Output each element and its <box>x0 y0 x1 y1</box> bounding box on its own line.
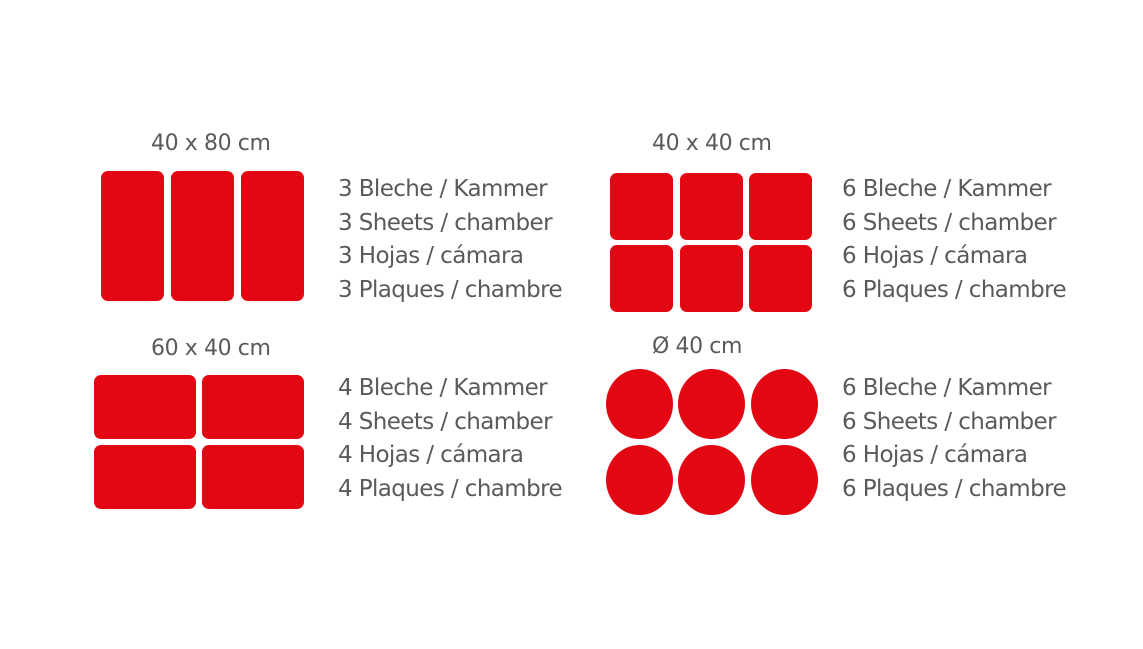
panel-title: 40 x 80 cm <box>151 131 271 156</box>
sheet-shape <box>680 245 743 312</box>
capacity-line-de: 6 Bleche / Kammer <box>842 176 1051 202</box>
round-sheet-shape <box>678 445 745 515</box>
capacity-line-en: 4 Sheets / chamber <box>338 408 552 435</box>
sheet-shape <box>94 375 196 439</box>
panel-title: 60 x 40 cm <box>151 336 271 361</box>
capacity-line-en: 3 Sheets / chamber <box>338 209 552 236</box>
sheet-shape <box>610 173 673 240</box>
sheet-shape <box>101 171 164 301</box>
capacity-text <box>842 173 1066 307</box>
sheet-shape <box>749 245 812 312</box>
sheet-shape <box>749 173 812 240</box>
sheet-shape <box>202 445 304 509</box>
capacity-line-es: 6 Hojas / cámara <box>842 243 1028 269</box>
capacity-line-de: 6 Bleche / Kammer <box>842 375 1051 401</box>
round-sheet-shape <box>606 445 673 515</box>
capacity-line-fr: 3 Plaques / chambre <box>338 276 563 303</box>
round-sheet-shape <box>606 369 673 439</box>
capacity-line-fr: 6 Plaques / chambre <box>842 475 1067 502</box>
sheet-shape <box>94 445 196 509</box>
capacity-line-es: 4 Hojas / cámara <box>338 442 524 468</box>
panel-title: Ø 40 cm <box>652 334 743 359</box>
capacity-line-de: 3 Bleche / Kammer <box>338 176 547 202</box>
round-sheet-shape <box>751 369 818 439</box>
capacity-line-es: 6 Hojas / cámara <box>842 442 1028 468</box>
capacity-line-de: 4 Bleche / Kammer <box>338 375 547 401</box>
capacity-line-en: 6 Sheets / chamber <box>842 209 1056 236</box>
round-sheet-shape <box>751 445 818 515</box>
capacity-text <box>842 372 1066 506</box>
capacity-line-fr: 6 Plaques / chambre <box>842 276 1067 303</box>
capacity-text <box>338 173 562 307</box>
capacity-line-en: 6 Sheets / chamber <box>842 408 1056 435</box>
round-sheet-shape <box>678 369 745 439</box>
sheet-shape <box>241 171 304 301</box>
panel-title: 40 x 40 cm <box>652 131 772 156</box>
capacity-line-es: 3 Hojas / cámara <box>338 243 524 269</box>
sheet-shape <box>680 173 743 240</box>
capacity-text <box>338 372 562 506</box>
sheet-shape <box>171 171 234 301</box>
capacity-line-fr: 4 Plaques / chambre <box>338 475 563 502</box>
sheet-shape <box>202 375 304 439</box>
sheet-shape <box>610 245 673 312</box>
